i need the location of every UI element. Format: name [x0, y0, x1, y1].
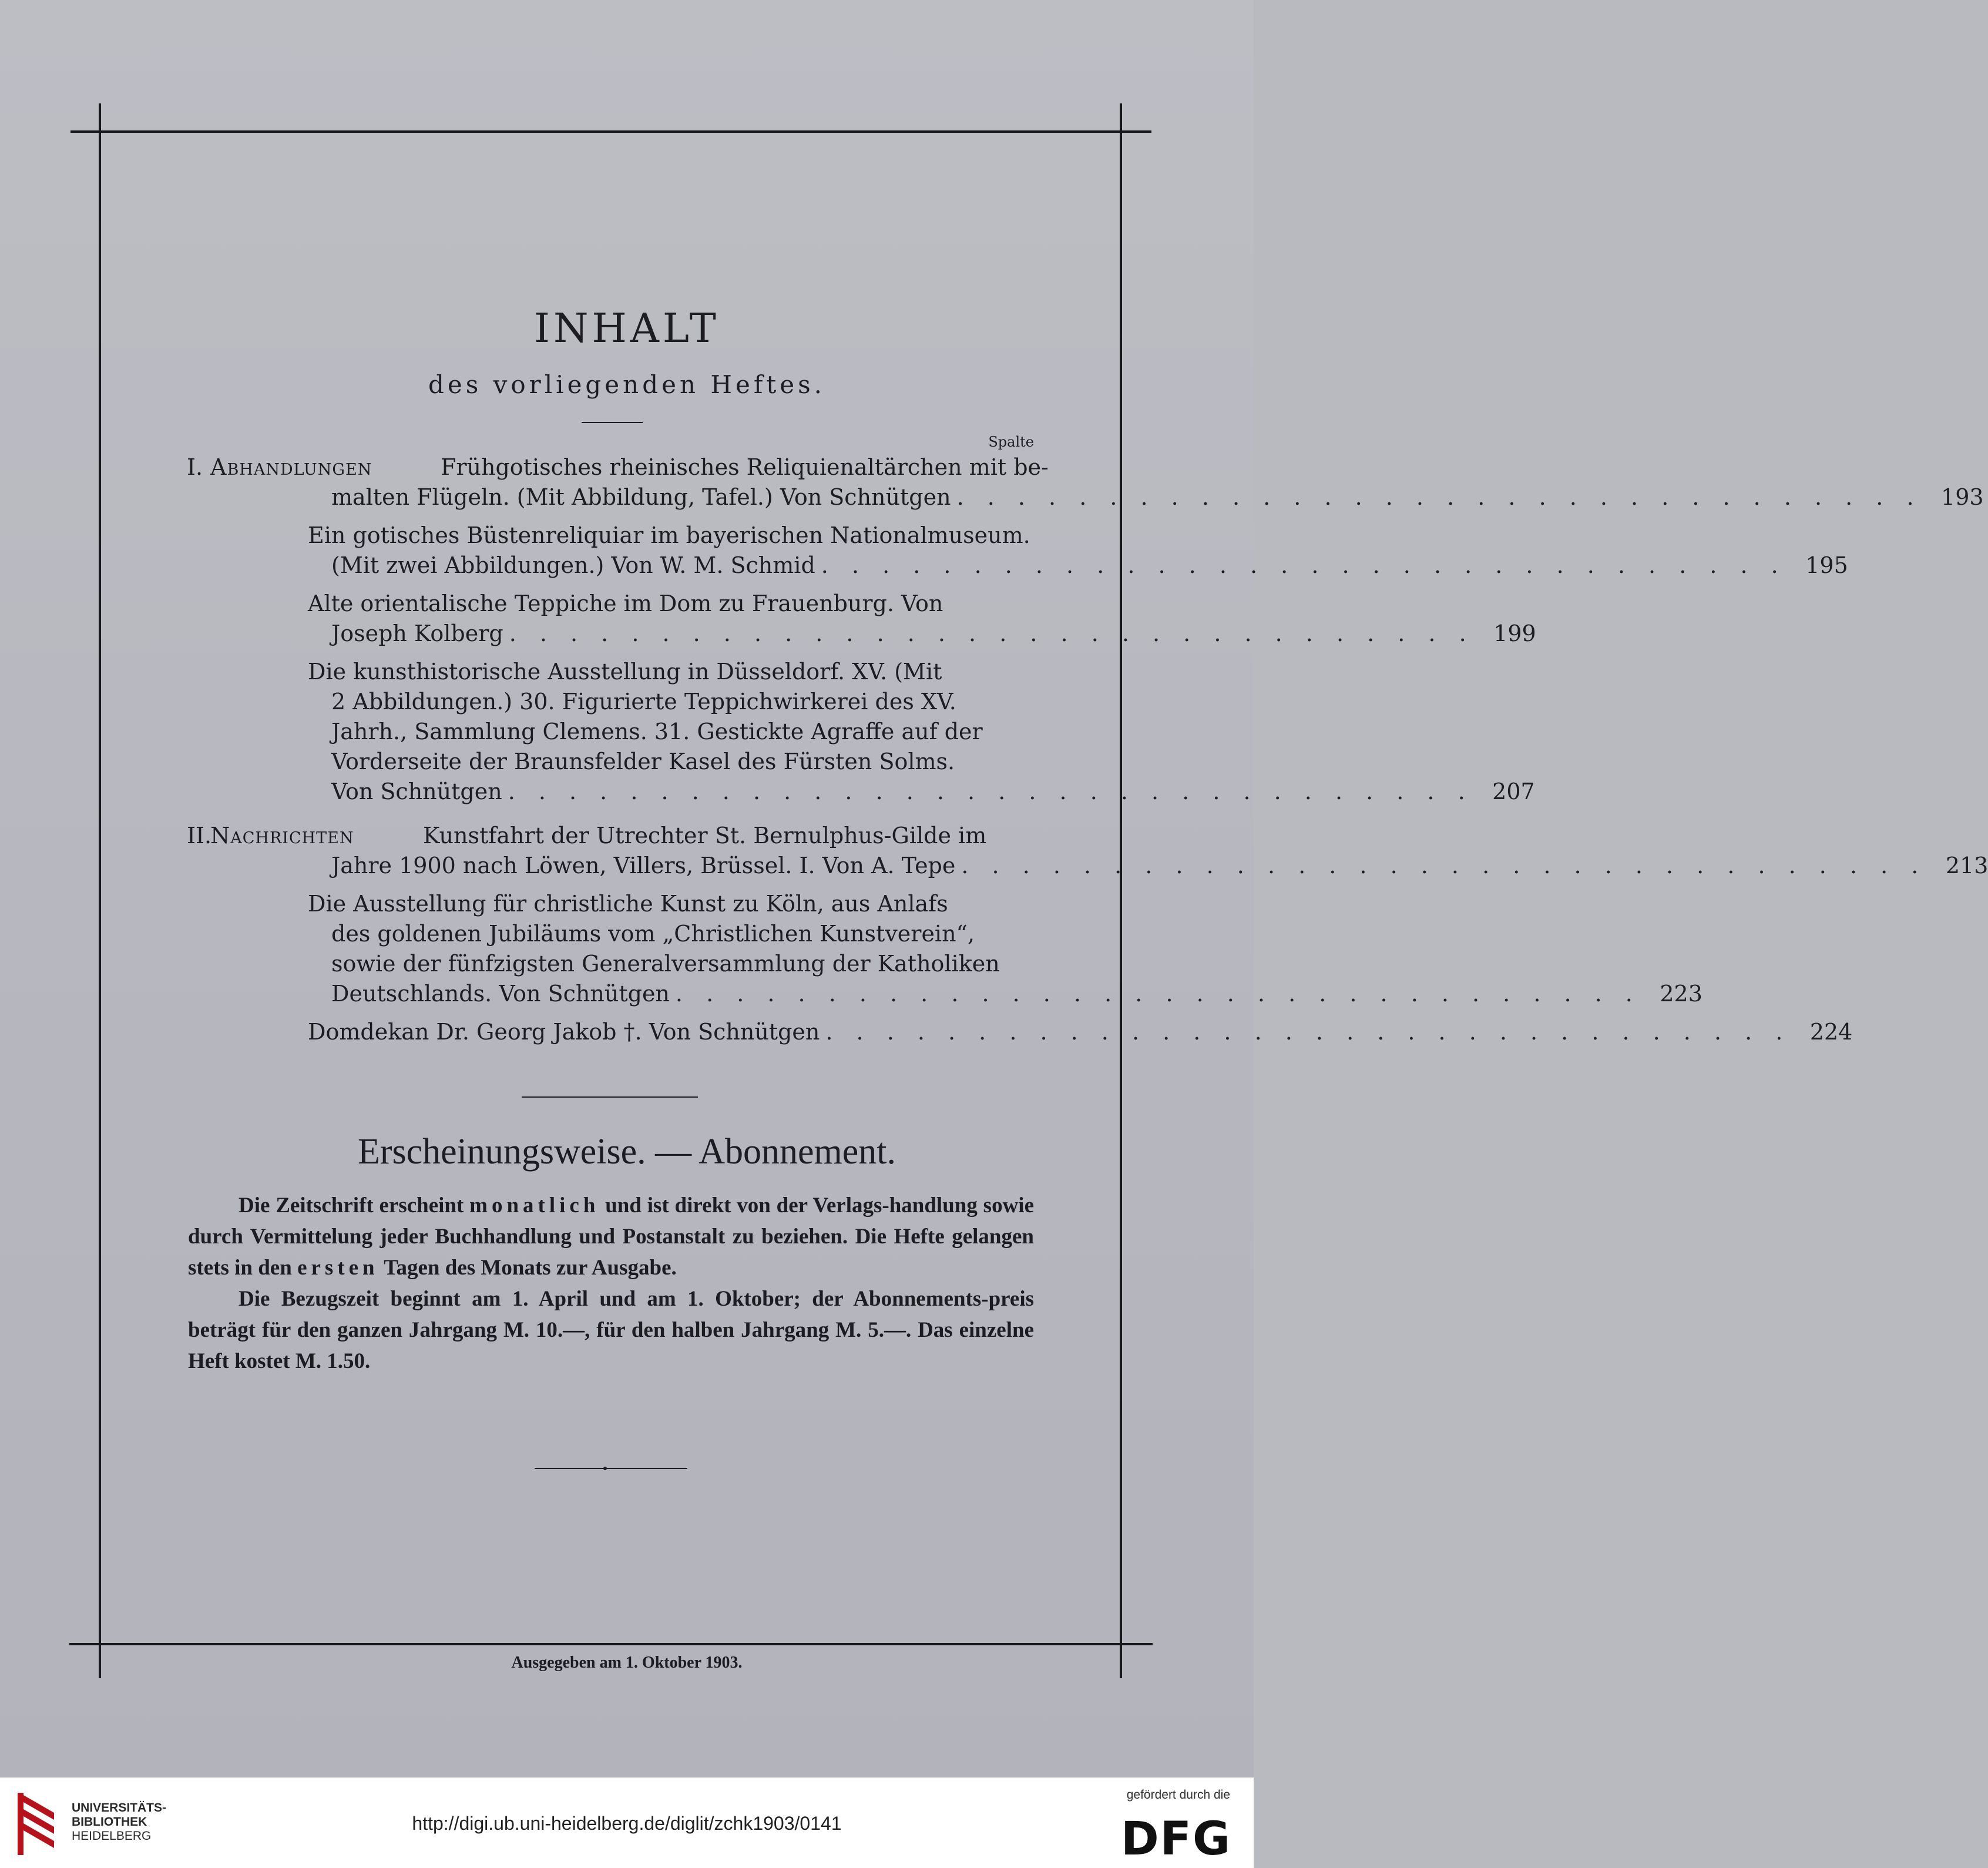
toc-line	[188, 589, 1034, 619]
dot-leader: . . . . . . . . . . . . . . . . . . . . . . . . . . . . . . . .	[508, 779, 1473, 804]
toc-entry	[188, 889, 1702, 1009]
toc-line	[188, 521, 1034, 551]
toc-page-number: 223	[1660, 981, 1702, 1007]
section-name: Nachrichten	[210, 823, 354, 849]
library-name-line: BIBLIOTHEK	[72, 1815, 147, 1829]
toc-line	[188, 889, 1034, 919]
dot-leader: . . . . . . . . . . . . . . . . . . . . . . . . . . . . . . . .	[675, 981, 1641, 1007]
column-label: Spalte	[988, 434, 1034, 450]
toc-line	[188, 747, 1034, 777]
paragraph-text: Die Zeitschrift erscheint	[239, 1193, 470, 1218]
toc-line-text: Ein gotisches Büstenreliquiar im bayerischen Nationalmuseum.	[308, 522, 1030, 548]
funding-label: gefördert durch die	[1126, 1788, 1230, 1802]
section-numeral: I.	[187, 454, 203, 480]
title-divider	[582, 422, 643, 423]
table-of-contents	[187, 452, 1988, 1047]
toc-line	[188, 979, 1702, 1009]
dot-leader: . . . . . . . . . . . . . . . . . . . . . . . . . . . . . . . .	[821, 552, 1786, 578]
toc-line	[188, 821, 1034, 851]
toc-line	[188, 687, 1034, 717]
toc-line-text: Kunstfahrt der Utrechter St. Bernulphus-Gilde im	[423, 823, 987, 849]
toc-line	[188, 657, 1034, 687]
dfg-logo: DFG	[1120, 1813, 1231, 1866]
subscription-text	[188, 1190, 1034, 1377]
toc-line-text: Jahre 1900 nach Löwen, Villers, Brüssel. I. Von A. Tepe	[331, 853, 956, 878]
paragraph-text: und ist direkt von der Verlags-handlung sowie durch Vermittelung jeder Buchhandlung und Postanstalt zu beziehen. Die Hefte gelangen stets in den	[188, 1193, 1034, 1280]
toc-entry	[188, 657, 1535, 807]
toc-line	[188, 851, 1988, 881]
section-heading: Erscheinungsweise. — Abonnement.	[357, 1132, 896, 1172]
frame-top-rule	[70, 130, 1151, 133]
toc-line	[188, 717, 1034, 747]
toc-line	[188, 482, 1984, 512]
toc-line-text: Von Schnütgen	[331, 779, 502, 804]
toc-line	[188, 619, 1536, 649]
paragraph-pricing: Die Bezugszeit beginnt am 1. April und am 1. Oktober; der Abonnements-preis beträgt für den ganzen Jahrgang M. 10.—, für den halben Jahrgang M. 5.—. Das einzelne Heft kostet M. 1.50.	[188, 1287, 1034, 1373]
dot-leader: . . . . . . . . . . . . . . . . . . . . . . . . . . . . . . . .	[961, 853, 1927, 878]
toc-line	[188, 1017, 1853, 1047]
toc-line-text: Domdekan Dr. Georg Jakob †. Von Schnütgen	[308, 1019, 820, 1045]
toc-page-number: 207	[1492, 779, 1535, 804]
dot-leader: . . . . . . . . . . . . . . . . . . . . . . . . . . . . . . . .	[956, 484, 1922, 510]
emphasis-text: ersten	[297, 1256, 379, 1280]
toc-page-number: 199	[1493, 621, 1536, 646]
toc-line-text: Jahrh., Sammlung Clemens. 31. Gestickte Agraffe auf der	[331, 719, 983, 744]
toc-entry	[188, 521, 1848, 581]
dot-leader: . . . . . . . . . . . . . . . . . . . . . . . . . . . . . . . .	[509, 621, 1475, 646]
digitization-bar	[0, 1778, 1254, 1868]
toc-line-text: Die Ausstellung für christliche Kunst zu Köln, aus Anlafs	[308, 891, 948, 917]
toc-line	[188, 949, 1034, 979]
toc-line-text: malten Flügeln. (Mit Abbildung, Tafel.) Von Schnütgen	[331, 484, 951, 510]
section-name: Abhandlungen	[210, 454, 372, 480]
toc-line	[188, 777, 1535, 807]
toc-line	[187, 452, 1049, 482]
toc-line-text: Frühgotisches rheinisches Reliquienaltärchen mit be-	[441, 454, 1049, 480]
toc-line	[188, 919, 1034, 949]
issue-date-note: Ausgegeben am 1. Oktober 1903.	[511, 1654, 743, 1672]
toc-page-number: 213	[1945, 853, 1988, 878]
toc-line-text: Deutschlands. Von Schnütgen	[331, 981, 670, 1007]
permalink-url[interactable]: http://digi.ub.uni-heidelberg.de/diglit/zchk1903/0141	[412, 1813, 842, 1834]
toc-line-text: sowie der fünfzigsten Generalversammlung der Katholiken	[331, 951, 1000, 977]
page-subtitle: des vorliegenden Heftes.	[428, 370, 826, 399]
section-numeral: II.	[187, 823, 212, 849]
toc-page-number: 224	[1809, 1019, 1853, 1045]
library-name-line: HEIDELBERG	[72, 1829, 152, 1843]
toc-page-number: 193	[1941, 484, 1984, 510]
toc-line-text: Alte orientalische Teppiche im Dom zu Frauenburg. Von	[308, 591, 943, 616]
toc-line-text: Vorderseite der Braunsfelder Kasel des Fürsten Solms.	[331, 749, 955, 774]
page-title: INHALT	[534, 306, 720, 352]
toc-line-text: (Mit zwei Abbildungen.) Von W. M. Schmid	[331, 552, 815, 578]
paragraph-text: Tagen des Monats zur Ausgabe.	[378, 1256, 677, 1280]
section-divider	[522, 1096, 698, 1098]
toc-entry	[187, 452, 1984, 512]
toc-line-text: 2 Abbildungen.) 30. Figurierte Teppichwirkerei des XV.	[331, 689, 956, 715]
toc-entry	[187, 821, 1988, 881]
toc-line-text: Die kunsthistorische Ausstellung in Düsseldorf. XV. (Mit	[308, 659, 942, 685]
library-name-line: UNIVERSITÄTS-	[72, 1801, 167, 1815]
frame-bottom-rule	[69, 1643, 1153, 1645]
ornament-divider	[535, 1467, 687, 1470]
toc-line-text: des goldenen Jubiläums vom „Christlichen Kunstverein“,	[331, 921, 975, 947]
toc-page-number: 195	[1805, 552, 1848, 578]
dot-leader: . . . . . . . . . . . . . . . . . . . . . . . . . . . . . . . .	[825, 1019, 1791, 1045]
paragraph-publication	[188, 1190, 1034, 1283]
toc-line-text: Joseph Kolberg	[331, 621, 503, 646]
toc-line	[188, 551, 1848, 581]
toc-entry	[188, 589, 1536, 649]
toc-entry	[188, 1017, 1853, 1047]
emphasis-text: monatlich	[469, 1193, 600, 1218]
